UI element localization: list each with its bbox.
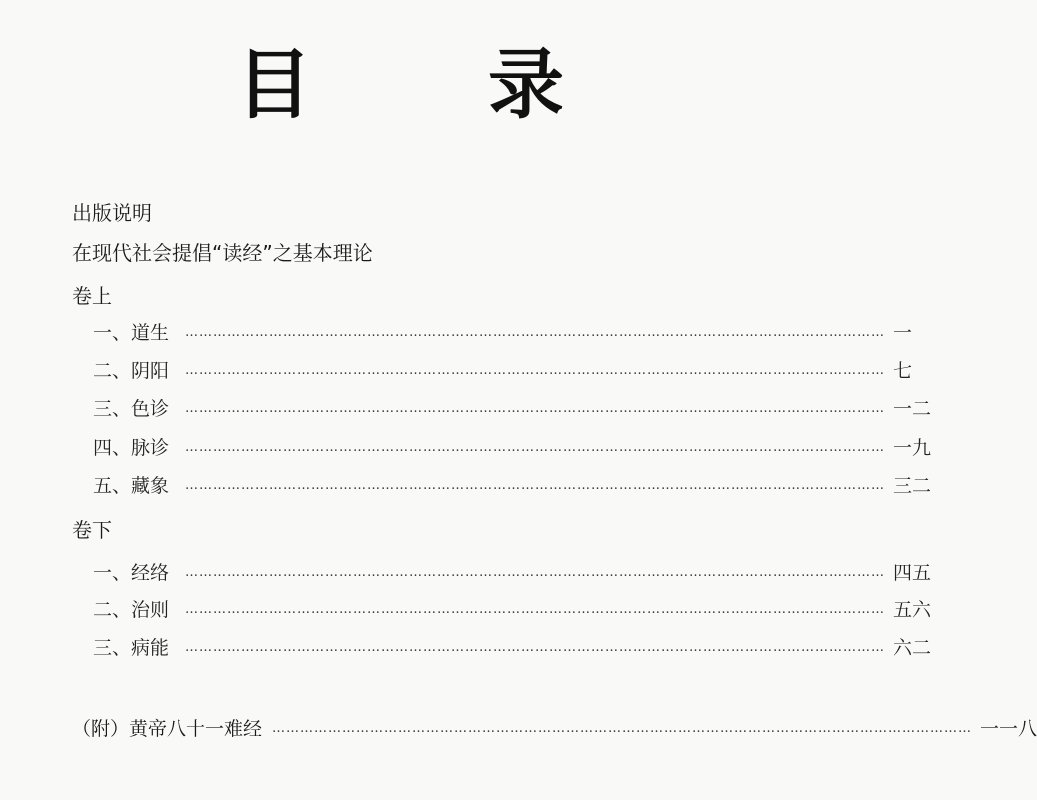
- toc-entry-page: 三二: [893, 475, 932, 497]
- appendix-label: （附）黄帝八十一难经: [72, 718, 263, 740]
- leader-dots: ……………………………………………………………………………………………………………………………………: [185, 602, 885, 617]
- leader-dots: ……………………………………………………………………………………………………………………………………: [185, 565, 885, 580]
- toc-heading-volume-lower[interactable]: 卷下: [72, 518, 112, 542]
- toc-entry-page: 一: [893, 322, 913, 344]
- toc-heading-publication-notes[interactable]: 出版说明: [72, 201, 152, 225]
- toc-entry-page: 七: [893, 360, 913, 382]
- toc-entry[interactable]: [93, 474, 932, 501]
- leader-dots: ……………………………………………………………………………………………………………………………………: [185, 440, 885, 455]
- toc-entry[interactable]: [93, 561, 932, 588]
- toc-entry-page: 六二: [893, 637, 932, 659]
- leader-dots: ……………………………………………………………………………………………………………………………………: [185, 401, 885, 416]
- toc-entry[interactable]: [93, 598, 932, 625]
- toc-entry-label: 一、经络: [93, 562, 170, 584]
- toc-entry-page: 一二: [893, 398, 932, 420]
- leader-dots: ……………………………………………………………………………………………………………………………………: [185, 640, 885, 655]
- toc-entry-label: 二、治则: [93, 599, 170, 621]
- toc-entry-page: 五六: [893, 599, 932, 621]
- toc-entry[interactable]: [93, 436, 932, 463]
- toc-entry-appendix[interactable]: [72, 717, 1037, 744]
- leader-dots: ……………………………………………………………………………………………………………………………………: [185, 363, 885, 378]
- appendix-page: 一一八: [980, 718, 1037, 740]
- toc-entry[interactable]: [93, 636, 932, 663]
- toc-entry-label: 二、阴阳: [93, 360, 170, 382]
- toc-entry-page: 一九: [893, 437, 932, 459]
- toc-entry-page: 四五: [893, 562, 932, 584]
- toc-entry[interactable]: [93, 359, 913, 386]
- leader-dots: ……………………………………………………………………………………………………………………………………: [272, 721, 973, 736]
- toc-entry-label: 一、道生: [93, 322, 170, 344]
- toc-entry[interactable]: [93, 321, 913, 348]
- toc-entry[interactable]: [93, 397, 932, 424]
- toc-heading-reading-classics-theory[interactable]: 在现代社会提倡“读经”之基本理论: [72, 241, 373, 265]
- toc-heading-volume-upper[interactable]: 卷上: [72, 284, 112, 308]
- toc-entry-label: 三、病能: [93, 637, 170, 659]
- leader-dots: ……………………………………………………………………………………………………………………………………: [185, 478, 885, 493]
- page-title: 目 录: [236, 40, 614, 129]
- toc-entry-label: 三、色诊: [93, 398, 170, 420]
- leader-dots: ……………………………………………………………………………………………………………………………………: [185, 325, 885, 340]
- toc-entry-label: 四、脉诊: [93, 437, 170, 459]
- toc-entry-label: 五、藏象: [93, 475, 170, 497]
